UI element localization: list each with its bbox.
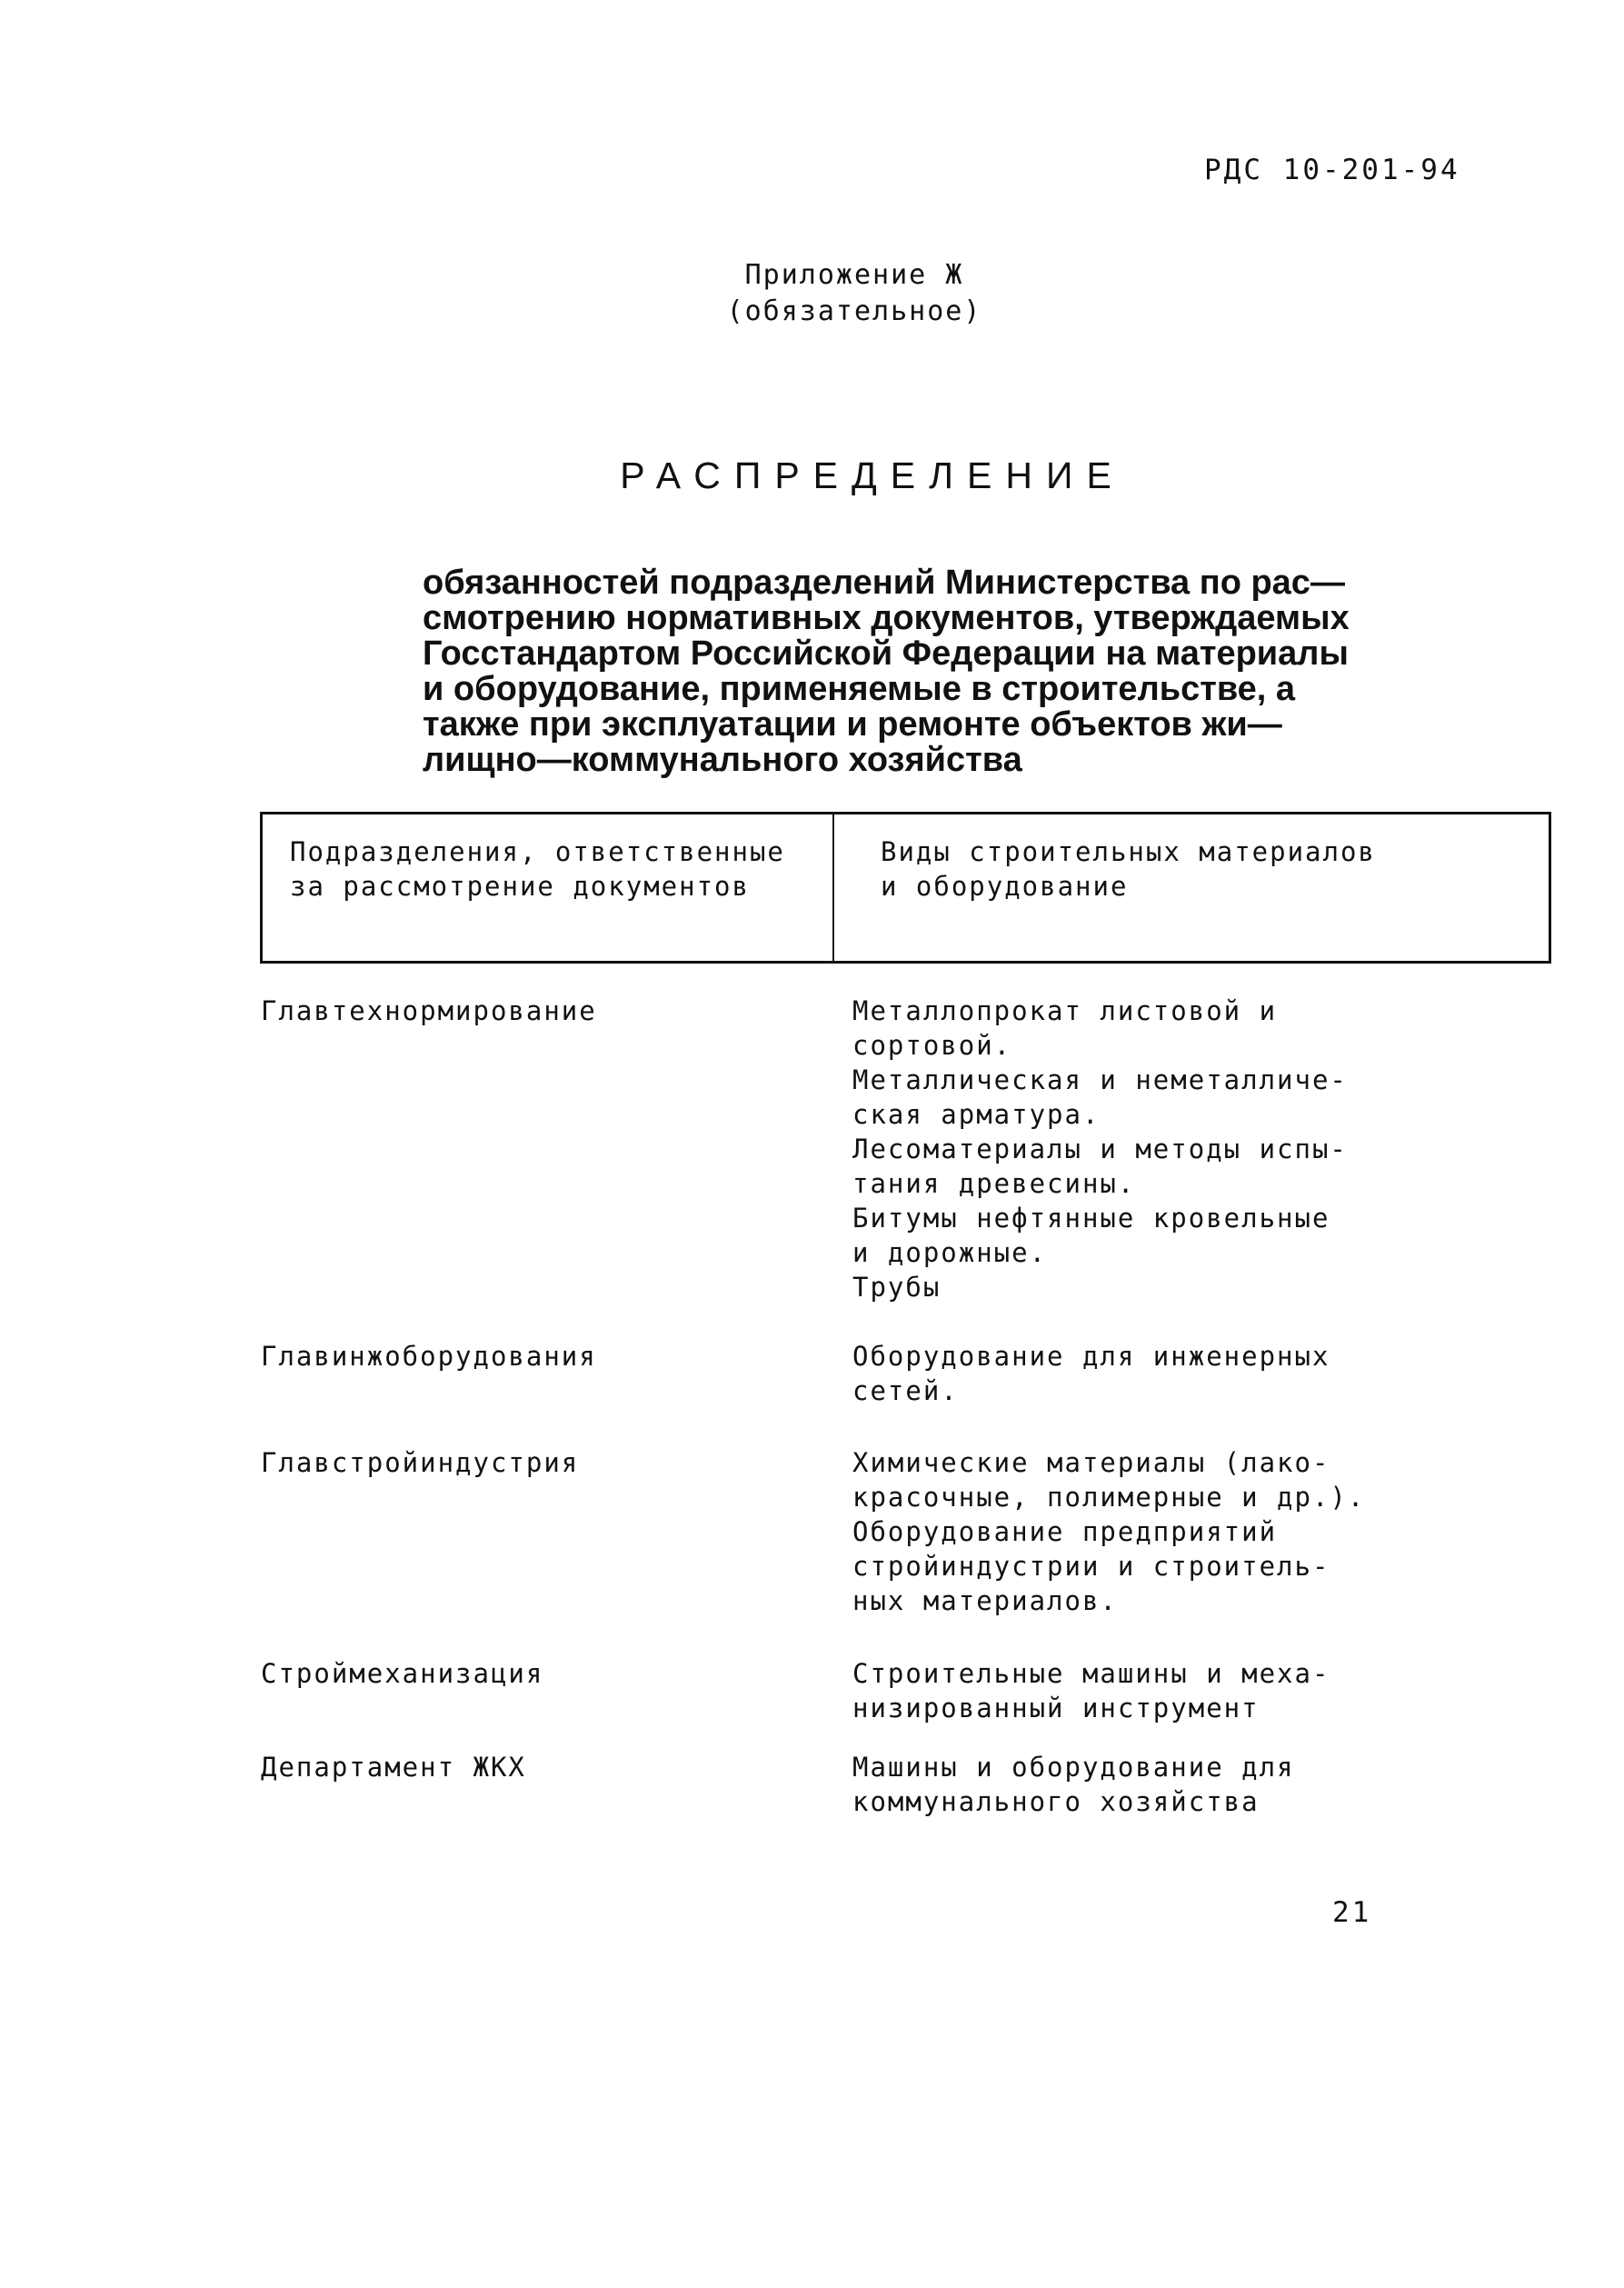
table-row-materials bbox=[852, 1445, 1365, 1618]
table-row-materials bbox=[852, 994, 1348, 1304]
header-line: и оборудование bbox=[881, 871, 1129, 902]
header-line: Виды строительных материалов bbox=[881, 836, 1376, 867]
document-code: РДС 10-201-94 bbox=[1204, 154, 1460, 186]
material-line: тания древесины. bbox=[852, 1168, 1136, 1199]
material-line: Химические материалы (лако- bbox=[852, 1447, 1330, 1478]
subtitle-line: обязанностей подразделений Министерства по рас— bbox=[423, 564, 1345, 602]
annex-heading bbox=[718, 257, 991, 330]
subtitle-line: Госстандартом Российской Федерации на материалы bbox=[423, 634, 1349, 673]
material-line: ская арматура. bbox=[852, 1099, 1101, 1130]
subtitle-line: смотрению нормативных документов, утверждаемых bbox=[423, 599, 1350, 637]
subtitle-line: также при эксплуатации и ремонте объектов жи— bbox=[423, 705, 1282, 744]
annex-label: Приложение Ж bbox=[744, 259, 964, 291]
table-row-department: Департамент ЖКХ bbox=[261, 1752, 526, 1783]
material-line: Металлопрокат листовой и bbox=[852, 995, 1278, 1026]
material-line: Битумы нефтянные кровельные bbox=[852, 1203, 1330, 1234]
table-row-department: Главинжоборудования bbox=[261, 1341, 597, 1372]
table-row-materials bbox=[852, 1750, 1295, 1819]
material-line: Лесоматериалы и методы испы- bbox=[852, 1134, 1348, 1164]
table-row-materials bbox=[852, 1339, 1330, 1408]
header-line: Подразделения, ответственные bbox=[290, 836, 785, 867]
page-subtitle bbox=[423, 565, 1459, 778]
material-line: Оборудование предприятий bbox=[852, 1516, 1278, 1547]
material-line: коммунального хозяйства bbox=[852, 1786, 1260, 1817]
table-row-department: Главстройиндустрия bbox=[261, 1447, 580, 1478]
table-header-materials bbox=[881, 834, 1376, 904]
material-line: Трубы bbox=[852, 1272, 942, 1303]
header-line: за рассмотрение документов bbox=[290, 871, 750, 902]
material-line: ных материалов. bbox=[852, 1585, 1118, 1616]
table-header-divider bbox=[832, 814, 834, 961]
material-line: Машины и оборудование для bbox=[852, 1752, 1295, 1783]
material-line: сетей. bbox=[852, 1375, 959, 1406]
material-line: Металлическая и неметалличе- bbox=[852, 1064, 1348, 1095]
material-line: стройиндустрии и строитель- bbox=[852, 1551, 1330, 1582]
material-line: и дорожные. bbox=[852, 1237, 1048, 1268]
material-line: Оборудование для инженерных bbox=[852, 1341, 1330, 1372]
table-row-department: Строймеханизация bbox=[261, 1658, 544, 1689]
subtitle-line: и оборудование, применяемые в строительстве, а bbox=[423, 670, 1296, 708]
table-row-department: Главтехнормирование bbox=[261, 995, 597, 1026]
page-number: 21 bbox=[1332, 1896, 1372, 1929]
table-row-materials bbox=[852, 1656, 1330, 1725]
subtitle-line: лищно—коммунального хозяйства bbox=[423, 741, 1022, 779]
material-line: красочные, полимерные и др.). bbox=[852, 1482, 1366, 1513]
table-header-departments bbox=[290, 834, 785, 904]
material-line: Строительные машины и меха- bbox=[852, 1658, 1330, 1689]
material-line: низированный инструмент bbox=[852, 1693, 1260, 1723]
table-header bbox=[260, 812, 1551, 964]
page-title: РАСПРЕДЕЛЕНИЕ bbox=[620, 455, 1125, 496]
material-line: сортовой. bbox=[852, 1030, 1012, 1061]
annex-status: (обязательное) bbox=[726, 295, 982, 327]
